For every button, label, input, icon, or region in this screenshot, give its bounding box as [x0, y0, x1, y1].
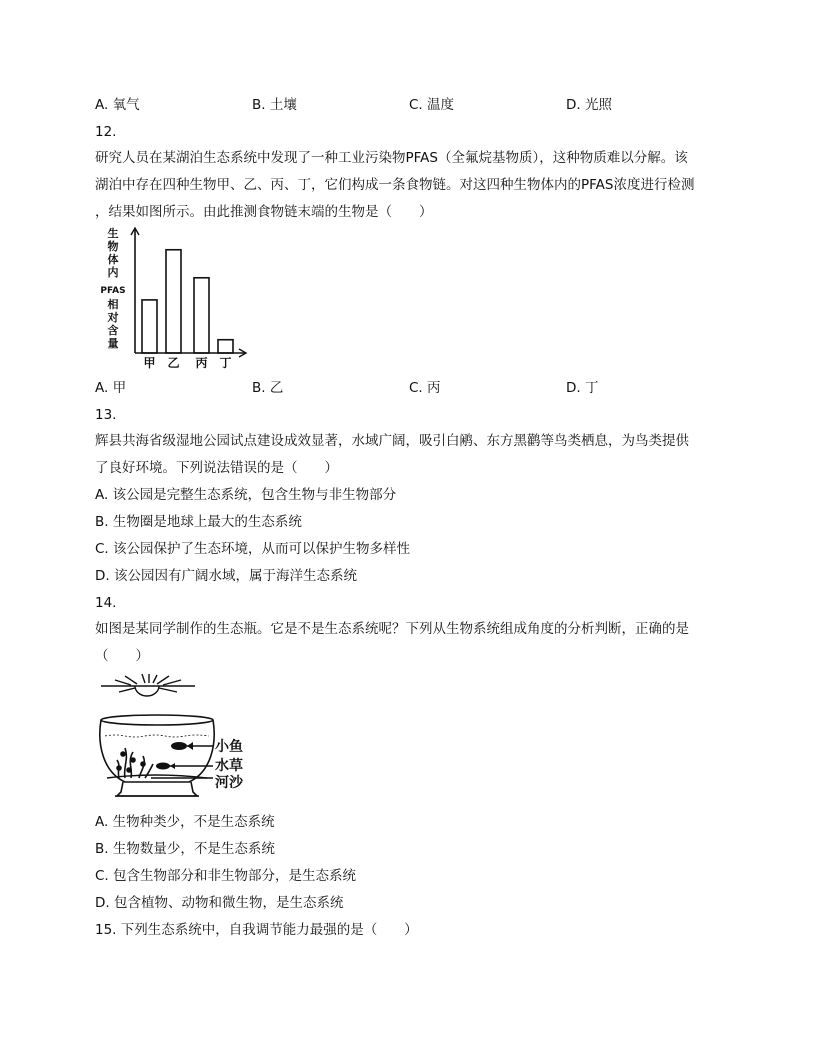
q11-option-d: D. 光照: [566, 97, 612, 113]
q14-option-c: C. 包含生物部分和非生物部分，是生态系统: [95, 868, 357, 884]
chart-y-label-char-4: 内: [107, 266, 119, 279]
q11-option-c: C. 温度: [409, 97, 455, 113]
chart-x-tick-label-1: 甲: [143, 356, 156, 370]
q12-option-d: D. 丁: [566, 380, 599, 396]
label-water-plant: 水草: [215, 758, 243, 774]
pfas-bar-chart: [95, 225, 255, 370]
q13-text-line-1: 辉县共海省级湿地公园试点建设成效显著，水域广阔，吸引白鹇、东方黑鹳等鸟类栖息，为鸟类提供: [95, 433, 689, 449]
q13-text-line-2: 了良好环境。下列说法错误的是（ ）: [95, 460, 338, 476]
chart-y-label-char-8: 含: [107, 324, 119, 337]
chart-y-label-char-7: 对: [107, 311, 119, 324]
q13-option-d: D. 该公园因有广阔水域，属于海洋生态系统: [95, 568, 357, 584]
q13-option-a: A. 该公园是完整生态系统，包含生物与非生物部分: [95, 487, 397, 503]
chart-y-label-char-3: 体: [107, 253, 119, 266]
water-plant-icon: [117, 748, 153, 778]
chart-y-label-char-2: 物: [107, 240, 119, 253]
sun-icon: [101, 674, 195, 696]
chart-bar-3: [194, 278, 209, 353]
label-river-sand: 河沙: [215, 775, 243, 791]
chart-x-tick-label-4: 丁: [219, 356, 232, 370]
q11-option-b: B. 土壤: [252, 97, 297, 113]
q12-text-line-1: 研究人员在某湖泊生态系统中发现了一种工业污染物PFAS（全氟烷基物质），这种物质难以分解。该: [95, 150, 688, 166]
ecology-bottle-figure: [95, 674, 265, 806]
q14-text-line-2: （ ）: [95, 648, 149, 664]
q14-number: 14.: [95, 595, 117, 611]
chart-bar-2: [166, 250, 181, 353]
chart-y-label-char-9: 量: [107, 337, 119, 350]
chart-y-axis-label: [100, 226, 125, 350]
q15-text: 15. 下列生态系统中，自我调节能力最强的是（ ）: [95, 922, 418, 938]
chart-bar-4: [218, 340, 233, 353]
q14-option-b: B. 生物数量少，不是生态系统: [95, 841, 275, 857]
chart-x-tick-label-3: 丙: [195, 356, 208, 370]
jar-icon: [100, 715, 214, 796]
chart-bar-1: [142, 300, 157, 353]
q13-option-c: C. 该公园保护了生态环境，从而可以保护生物多样性: [95, 541, 411, 557]
q14-option-d: D. 包含植物、动物和微生物，是生态系统: [95, 895, 344, 911]
q13-option-b: B. 生物圈是地球上最大的生态系统: [95, 514, 302, 530]
q12-text-line-3: ，结果如图所示。由此推测食物链末端的生物是（ ）: [95, 204, 433, 220]
q12-option-a: A. 甲: [95, 380, 127, 396]
q14-text-line-1: 如图是某同学制作的生态瓶。它是不是生态系统呢？下列从生物系统组成角度的分析判断，正确的是: [95, 621, 689, 637]
q12-text-line-2: 湖泊中存在四种生物甲、乙、丙、丁，它们构成一条食物链。对这四种生物体内的PFAS浓度进行检测: [95, 177, 695, 193]
chart-y-label-char-1: 生: [107, 227, 119, 240]
q11-option-a: A. 氧气: [95, 97, 140, 113]
q12-option-c: C. 丙: [409, 380, 441, 396]
q12-number: 12.: [95, 124, 117, 140]
chart-y-label-char-6: 相: [107, 298, 119, 311]
q13-number: 13.: [95, 407, 117, 423]
q12-option-b: B. 乙: [252, 380, 284, 396]
q14-option-a: A. 生物种类少，不是生态系统: [95, 814, 275, 830]
chart-x-tick-label-2: 乙: [167, 356, 180, 370]
label-small-fish: 小鱼: [215, 739, 243, 755]
chart-y-label-char-5: PFAS: [100, 286, 126, 296]
